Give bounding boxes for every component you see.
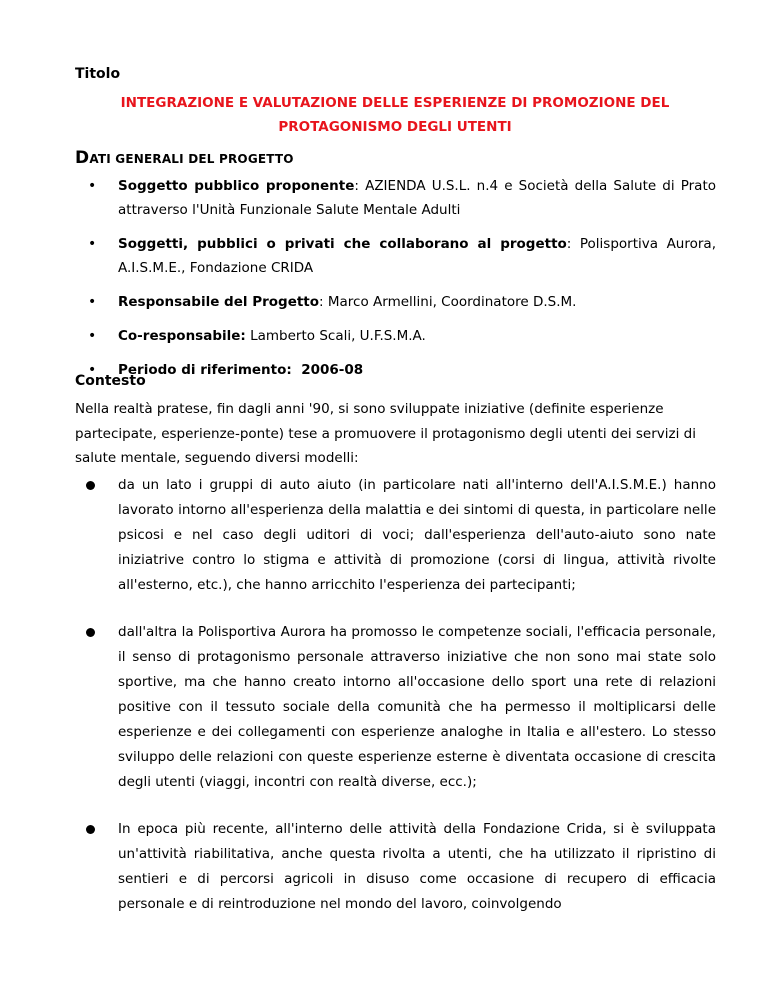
dati-sep: : [319, 294, 328, 310]
label-title: Titolo [75, 66, 121, 82]
dati-label: Co-responsabile: [118, 328, 246, 344]
dati-text: Polisportiva Aurora, A.I.S.M.E., Fondazione CRIDA [118, 236, 716, 276]
dati-text: AZIENDA U.S.L. n.4 e Società della Salute di Prato attraverso l'Unità Funzionale Salute Mentale Adulti [118, 178, 717, 218]
main-title-line-1: INTEGRAZIONE E VALUTAZIONE DELLE ESPERIENZE DI PROMOZIONE DEL [120, 95, 670, 111]
bullet-text: dall'altra la Polisportiva Aurora ha promosso le competenze sociali, l'efficacia personale, il senso di protagonismo personale attraverso iniziative che non sono mai state solo sportive, ma che hanno creato intorno all'occasione dello sport una rete di relazioni positive con il tessuto sociale della comunità che ha permesso il moltiplicarsi delle esperienze e dei collegamenti con esperienze analoghe in Italia e all'estero. Lo stesso sviluppo delle relazioni con queste esperienze esterne è diventata occasione di crescita degli utenti (viaggi, incontri con realtà diverse, ecc.); [118, 624, 716, 790]
contesto-title: Contesto [75, 373, 146, 389]
dati-sep: : [354, 178, 366, 194]
bullet-dot-icon [86, 481, 95, 490]
list-item [86, 232, 716, 280]
list-item [86, 620, 716, 795]
contesto-intro: Nella realtà pratese, fin dagli anni '90, si sono sviluppate iniziative (definite esperienze partecipate, esperienze-ponte) tese a promuovere il protagonismo degli utenti dei servizi di salute mentale, seguendo diversi modelli: [75, 401, 696, 466]
section-title-initial: D [75, 148, 90, 168]
main-title-line-2: PROTAGONISMO DEGLI UTENTI [278, 119, 512, 135]
list-item [86, 290, 716, 314]
dati-text: Lamberto Scali, U.F.S.M.A. [250, 328, 426, 344]
dati-list [86, 174, 716, 392]
dati-label: Soggetti, pubblici o privati che collaborano al progetto [118, 236, 567, 252]
dati-label: Responsabile del Progetto [118, 294, 320, 310]
section-title-rest: ATI GENERALI DEL PROGETTO [89, 152, 294, 166]
list-item [86, 358, 716, 382]
dati-label: Soggetto pubblico proponente [118, 178, 355, 194]
dati-text: Marco Armellini, Coordinatore D.S.M. [327, 294, 577, 310]
dati-label: Periodo di riferimento: 2006-08 [118, 362, 364, 378]
main-title [75, 91, 715, 139]
bullet-dot-icon [86, 628, 95, 637]
bullet-text: In epoca più recente, all'interno delle attività della Fondazione Crida, si è sviluppata un'attività riabilitativa, anche questa rivolta a utenti, che ha utilizzato il ripristino di sentieri e di percorsi agricoli in disuso come occasione di recupero di efficacia personale e di reintroduzione nel mondo del lavoro, coinvolgendo [118, 821, 716, 912]
bullet-dot-icon [86, 825, 95, 834]
list-item [86, 817, 716, 917]
dati-sep: : [566, 236, 580, 252]
list-item [86, 473, 716, 598]
list-item [86, 174, 716, 222]
section-title-dati-generali [75, 148, 294, 168]
bullet-text: da un lato i gruppi di auto aiuto (in particolare nati all'interno dell'A.I.S.M.E.) hanno lavorato intorno all'esperienza della malattia e dei sintomi di questa, in particolare nelle psicosi e nel caso degli uditori di voci; dall'esperienza dell'auto-aiuto sono nate iniziatrive contro lo stigma e attività di promozione (corsi di lingua, attività rivolte all'esterno, etc.), che hanno arricchito l'esperienza dei partecipanti; [118, 477, 716, 593]
contesto-bullets [86, 473, 716, 939]
list-item [86, 324, 716, 348]
